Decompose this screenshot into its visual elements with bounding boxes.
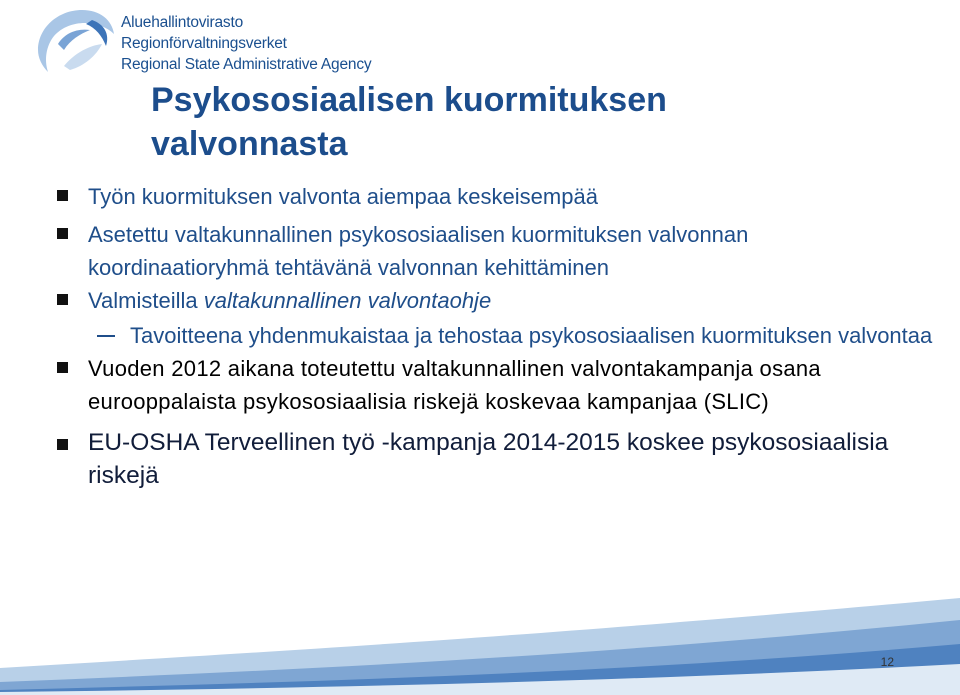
bullet-item-2 [55,218,935,284]
organization-name [121,12,371,75]
bullet-text-5: EU-OSHA Terveellinen työ -kampanja 2014-2015 koskee psykososiaalisia riskejä [88,429,889,489]
bullet-text-2: Asetettu valtakunnallinen psykososiaalisen kuormituksen valvonnan koordinaatioryhmä tehtävänä valvonnan kehittäminen [88,222,749,280]
slide-title [151,78,851,166]
agency-logo-icon [30,6,120,76]
slide-title-line-1: Psykososiaalisen kuormituksen [151,81,667,119]
square-bullet-icon [57,362,68,373]
slide-title-line-2: valvonnasta [151,125,348,163]
footer-wave-decoration [0,598,960,695]
bullet-text-1: Työn kuormituksen valvonta aiempaa keskeisempää [88,184,598,209]
square-bullet-icon [57,190,68,201]
bullet-item-1 [55,180,935,213]
sub-bullet-item [97,319,935,352]
square-bullet-icon [57,228,68,239]
bullet-item-4 [55,352,935,418]
bullet-text-4: Vuoden 2012 aikana toteutettu valtakunnallinen valvontakampanja osana eurooppalaista psykososiaalisia riskejä koskevaa kampanjaa (SLIC) [88,356,821,414]
square-bullet-icon [57,439,68,450]
sub-bullet-text: Tavoitteena yhdenmukaistaa ja tehostaa psykososiaalisen kuormituksen valvontaa [130,323,933,348]
bullet-text-3-italic: valtakunnallinen valvontaohje [203,288,492,313]
bullet-text-3 [88,288,491,313]
dash-bullet-icon [97,335,115,337]
org-name-english: Regional State Administrative Agency [121,56,372,73]
bullet-text-3-plain: Valmisteilla [88,288,204,313]
bullet-item-5 [55,426,935,492]
square-bullet-icon [57,294,68,305]
slide-content [55,180,935,492]
org-name-swedish: Regionförvaltningsverket [121,35,287,52]
bullet-item-3 [55,284,935,317]
org-name-finnish: Aluehallintovirasto [121,14,243,31]
page-number: 12 [880,655,894,669]
